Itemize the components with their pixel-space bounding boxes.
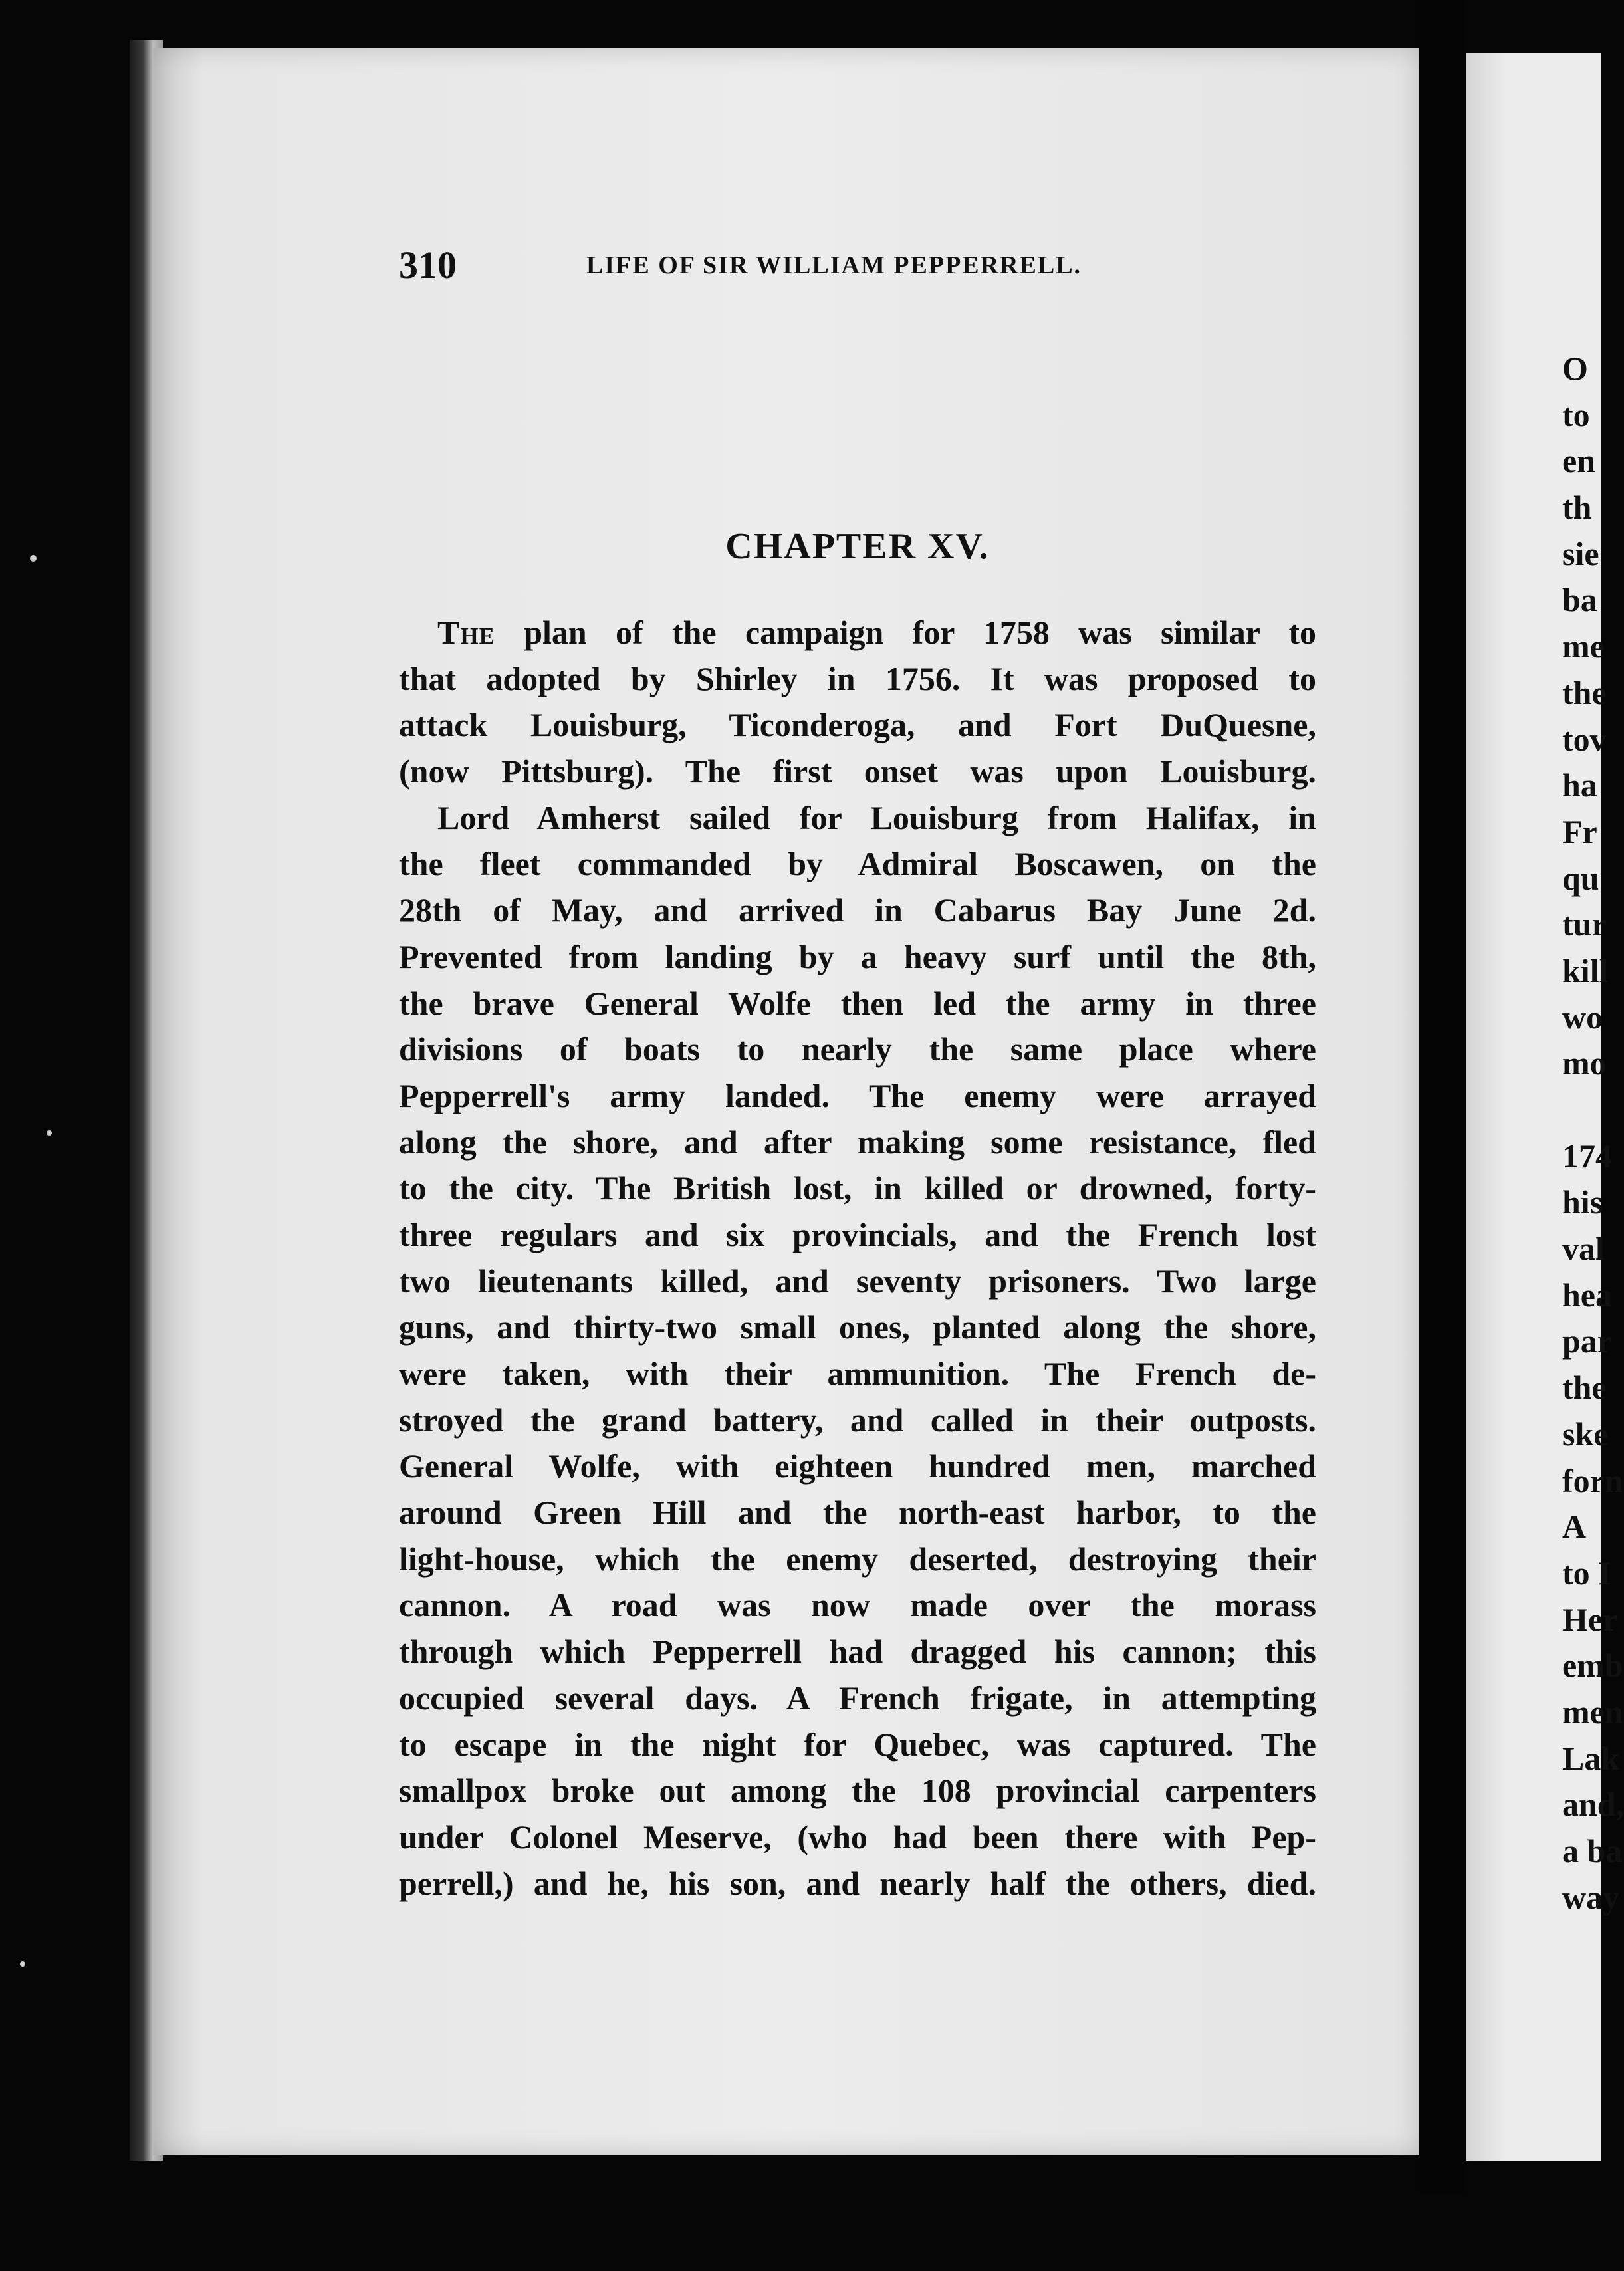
- text-line: the fleet commanded by Admiral Boscawen, on the: [399, 845, 1316, 883]
- facing-page-fragment: 174: [1562, 1137, 1612, 1175]
- facing-page-fragment: way: [1562, 1878, 1620, 1916]
- text-line: 28th of May, and arrived in Cabarus Bay June 2d.: [399, 892, 1316, 929]
- text-line: stroyed the grand battery, and called in their outposts.: [399, 1401, 1316, 1439]
- text-line: the brave General Wolfe then led the army in three: [399, 984, 1316, 1022]
- facing-page-fragment: mo: [1562, 1044, 1607, 1082]
- text-line: Lord Amherst sailed for Louisburg from Halifax, in: [437, 798, 1316, 836]
- facing-page-fragment: qu: [1562, 859, 1599, 897]
- facing-page-fragment: and,: [1562, 1786, 1624, 1824]
- text-line: cannon. A road was now made over the morass: [399, 1586, 1316, 1624]
- text-line: through which Pepperrell had dragged his cannon; this: [399, 1633, 1316, 1671]
- facing-page-fragment: val: [1562, 1230, 1605, 1268]
- facing-page-fragment: [1562, 1087, 1602, 1134]
- text-line: to escape in the night for Quebec, was captured. The: [399, 1725, 1316, 1763]
- facing-page-fragment: me: [1562, 628, 1605, 665]
- facing-page-fragment: sie: [1562, 535, 1599, 572]
- running-head: [399, 243, 1316, 289]
- facing-page-fragment: men: [1562, 1693, 1623, 1731]
- text-line: that adopted by Shirley in 1756. It was proposed to: [399, 659, 1316, 697]
- facing-page-fragment: ha: [1562, 767, 1597, 804]
- facing-page-fragment: tov: [1562, 720, 1607, 758]
- page-number: 310: [399, 243, 457, 287]
- text-line: [399, 610, 1316, 656]
- line-text: plan of the campaign for 1758 was similar to: [524, 614, 1317, 651]
- facing-page-fragment: to I: [1562, 1554, 1611, 1592]
- text-line: light-house, which the enemy deserted, destroying their: [399, 1540, 1316, 1578]
- facing-page-fragment: th: [1562, 489, 1592, 527]
- text-line: along the shore, and after making some resistance, fled: [399, 1123, 1316, 1161]
- text-line: smallpox broke out among the 108 provincial carpenters: [399, 1772, 1316, 1810]
- text-line: Pepperrell's army landed. The enemy were arrayed: [399, 1076, 1316, 1114]
- dust-speck: [30, 555, 37, 562]
- facing-page-fragment: forn: [1562, 1461, 1623, 1499]
- facing-page-fragment: Lak: [1562, 1739, 1620, 1777]
- text-line: were taken, with their ammunition. The French de-: [399, 1355, 1316, 1392]
- text-line: (now Pittsburg). The first onset was upon Louisburg.: [399, 753, 1316, 790]
- facing-page-fragment: O: [1562, 350, 1588, 387]
- facing-page-fragment: to: [1562, 396, 1590, 433]
- text-line: perrell,) and he, his son, and nearly half the others, died.: [399, 1864, 1316, 1902]
- text-line: occupied several days. A French frigate, in attempting: [399, 1679, 1316, 1717]
- text-line: divisions of boats to nearly the same place where: [399, 1030, 1316, 1068]
- text-line: to the city. The British lost, in killed or drowned, forty-: [399, 1169, 1316, 1207]
- text-line: Prevented from landing by a heavy surf until the 8th,: [399, 937, 1316, 975]
- dust-speck: [20, 1961, 25, 1967]
- text-line: under Colonel Meserve, (who had been there with Pep-: [399, 1818, 1316, 1855]
- facing-page-fragment: en: [1562, 442, 1595, 480]
- text-line: three regulars and six provincials, and the French lost: [399, 1215, 1316, 1253]
- facing-page-fragment: emb: [1562, 1647, 1623, 1685]
- text-line: General Wolfe, with eighteen hundred men, marched: [399, 1447, 1316, 1485]
- facing-page-fragment: a ba: [1562, 1832, 1623, 1869]
- facing-page-fragment: Fr: [1562, 812, 1597, 850]
- body-text: [399, 610, 1316, 1907]
- page-gutter: [1419, 0, 1466, 2194]
- facing-page-fragment: kill: [1562, 951, 1609, 989]
- facing-page-fragment: Her: [1562, 1600, 1618, 1638]
- text-line: around Green Hill and the north-east harbor, to the: [399, 1494, 1316, 1532]
- facing-page-fragment: hea: [1562, 1276, 1612, 1314]
- facing-page-fragment: tur: [1562, 905, 1607, 943]
- facing-page-fragment: the: [1562, 673, 1607, 711]
- text-line: attack Louisburg, Ticonderoga, and Fort DuQuesne,: [399, 706, 1316, 744]
- facing-page-fragment: his: [1562, 1183, 1603, 1221]
- dust-speck: [47, 1130, 52, 1136]
- running-title: LIFE OF SIR WILLIAM PEPPERRELL.: [586, 251, 1082, 279]
- facing-page-fragment: ske: [1562, 1415, 1609, 1453]
- drop-word: The: [437, 614, 495, 651]
- facing-page-fragments: [1562, 346, 1624, 1921]
- facing-page-fragment: ba: [1562, 581, 1597, 619]
- facing-page-fragment: the: [1562, 1369, 1607, 1407]
- chapter-title: CHAPTER XV.: [725, 526, 990, 567]
- text-line: guns, and thirty-two small ones, planted along the shore,: [399, 1308, 1316, 1346]
- facing-page-fragment: wo: [1562, 998, 1603, 1036]
- text-line: two lieutenants killed, and seventy prisoners. Two large: [399, 1262, 1316, 1300]
- facing-page-fragment: par: [1562, 1322, 1612, 1360]
- facing-page-fragment: A: [1562, 1508, 1587, 1546]
